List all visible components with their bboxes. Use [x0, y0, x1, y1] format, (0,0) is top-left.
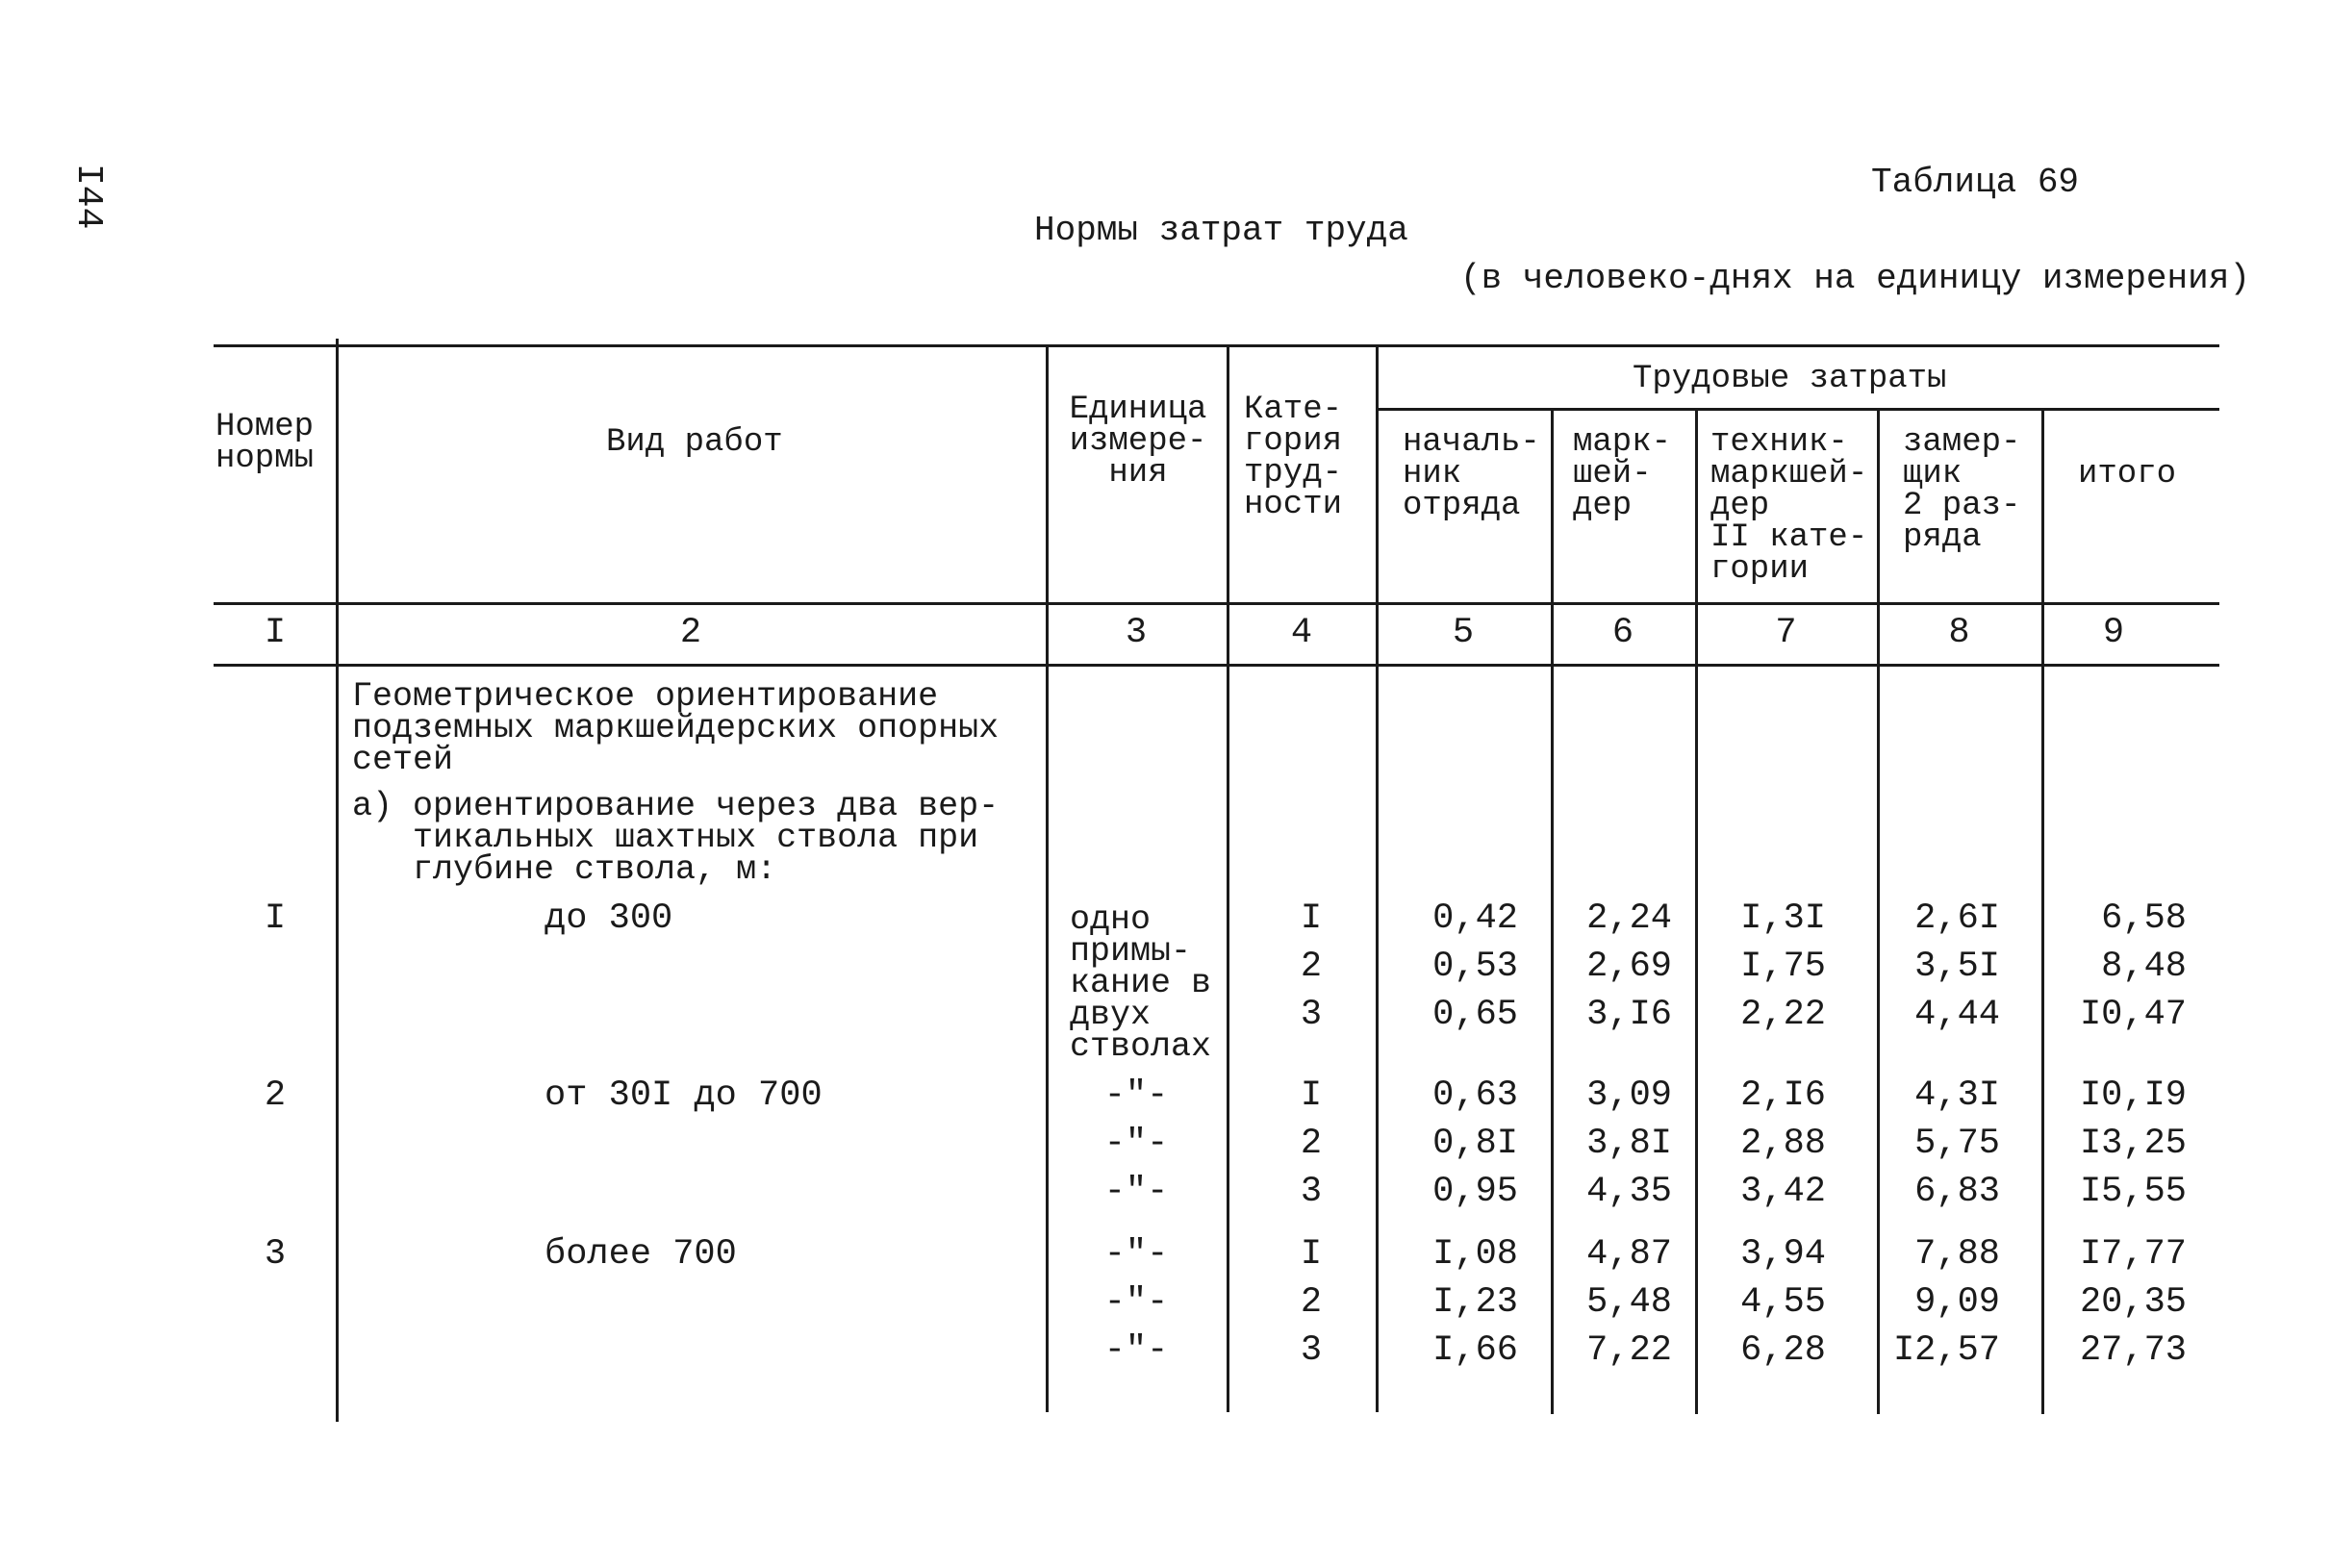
- norm-2-r1-v7: 2,I6: [1740, 1075, 1826, 1116]
- header-total: итого: [2078, 456, 2177, 493]
- norm-3-unit-3: -"-: [1103, 1330, 1169, 1371]
- norm-3-r1-v8: 7,88: [1914, 1234, 2000, 1275]
- header-measurer: замер- щик 2 раз- ряда: [1903, 424, 2021, 556]
- page-number: I44: [67, 164, 109, 230]
- header-group-labor: Трудовые затраты: [1633, 361, 1947, 397]
- norm-2-unit-2: -"-: [1103, 1124, 1169, 1164]
- norm-3-r3-v5: I,66: [1432, 1330, 1518, 1371]
- norm-3-r1-v6: 4,87: [1586, 1234, 1672, 1275]
- norm-1-r2-v7: I,75: [1740, 947, 1826, 987]
- colnum-bottom-rule: [214, 664, 2219, 667]
- norm-2-depth: от 30I до 700: [545, 1075, 823, 1116]
- header-category: Кате- гория труд- ности: [1244, 392, 1343, 523]
- norm-1-r3-v7: 2,22: [1740, 995, 1826, 1035]
- norm-1-r1-v9: 6,58: [2101, 898, 2187, 939]
- colnum-7: 7: [1775, 613, 1797, 653]
- norm-3-depth: более 700: [545, 1234, 737, 1275]
- norm-1-r2-v5: 0,53: [1432, 947, 1518, 987]
- norm-2-r2-v7: 2,88: [1740, 1124, 1826, 1164]
- colnum-5: 5: [1452, 613, 1475, 653]
- colnum-1: I: [264, 613, 287, 653]
- norm-3-cat-1: I: [1300, 1234, 1323, 1275]
- group-under-rule: [1378, 408, 2219, 411]
- norm-3-r3-v8: I2,57: [1892, 1330, 2000, 1371]
- norm-1-r2-v9: 8,48: [2101, 947, 2187, 987]
- norm-3-r2-v8: 9,09: [1914, 1282, 2000, 1323]
- norm-3-r1-v5: I,08: [1432, 1234, 1518, 1275]
- norm-2-r3-v9: I5,55: [2079, 1172, 2187, 1212]
- norm-2-r3-v6: 4,35: [1586, 1172, 1672, 1212]
- norm-1-number: I: [264, 898, 287, 939]
- table-label: Таблица 69: [1871, 163, 2080, 202]
- norm-2-r3-v7: 3,42: [1740, 1172, 1826, 1212]
- norm-3-r2-v7: 4,55: [1740, 1282, 1826, 1323]
- norm-2-r3-v5: 0,95: [1432, 1172, 1518, 1212]
- norm-1-unit: одно примы- кание в двух стволах: [1070, 900, 1212, 1066]
- colnum-6: 6: [1611, 613, 1634, 653]
- norm-1-r3-v8: 4,44: [1914, 995, 2000, 1035]
- norm-1-r3-v5: 0,65: [1432, 995, 1518, 1035]
- norm-3-cat-2: 2: [1300, 1282, 1323, 1323]
- norm-1-r1-v6: 2,24: [1586, 898, 1672, 939]
- header-unit: Единица измере- ния: [1069, 392, 1207, 492]
- header-work-type: Вид работ: [606, 424, 783, 461]
- norm-1-cat-2: 2: [1300, 947, 1323, 987]
- norm-2-r2-v6: 3,8I: [1586, 1124, 1672, 1164]
- norm-3-number: 3: [264, 1234, 287, 1275]
- header-surveyor: марк- шей- дер: [1573, 424, 1672, 524]
- norm-2-r1-v8: 4,3I: [1914, 1075, 2000, 1116]
- section-subheading: а) ориентирование через два вер- тикальных шахтных ствола при глубине ствола, м:: [352, 787, 1000, 889]
- norm-2-r1-v9: I0,I9: [2079, 1075, 2187, 1116]
- norm-2-cat-3: 3: [1300, 1172, 1323, 1212]
- norm-2-cat-1: I: [1300, 1075, 1323, 1116]
- norm-3-r3-v9: 27,73: [2079, 1330, 2187, 1371]
- unit-note: (в человеко-днях на единицу измерения): [1460, 259, 2250, 298]
- section-heading: Геометрическое ориентирование подземных маркшейдерских опорных сетей: [352, 677, 1000, 779]
- header-bottom-rule: [214, 602, 2219, 605]
- norm-3-r2-v9: 20,35: [2079, 1282, 2187, 1323]
- vrule-1: [336, 339, 339, 1422]
- norm-1-depth: до 300: [545, 898, 673, 939]
- header-norm-number: Номер нормы: [215, 409, 315, 477]
- norm-3-r3-v6: 7,22: [1586, 1330, 1672, 1371]
- colnum-3: 3: [1125, 613, 1148, 653]
- header-chief: началь- ник отряда: [1403, 424, 1540, 524]
- colnum-9: 9: [2102, 613, 2125, 653]
- norm-2-r2-v5: 0,8I: [1432, 1124, 1518, 1164]
- norm-2-r1-v5: 0,63: [1432, 1075, 1518, 1116]
- colnum-4: 4: [1290, 613, 1313, 653]
- norm-1-cat-1: I: [1300, 898, 1323, 939]
- norm-2-r1-v6: 3,09: [1586, 1075, 1672, 1116]
- table-top-rule: [214, 344, 2219, 347]
- norm-1-r2-v6: 2,69: [1586, 947, 1672, 987]
- norm-1-r3-v9: I0,47: [2079, 995, 2187, 1035]
- norm-1-r2-v8: 3,5I: [1914, 947, 2000, 987]
- norm-2-r2-v9: I3,25: [2079, 1124, 2187, 1164]
- norm-3-cat-3: 3: [1300, 1330, 1323, 1371]
- norm-3-r1-v9: I7,77: [2079, 1234, 2187, 1275]
- norm-3-r2-v6: 5,48: [1586, 1282, 1672, 1323]
- norm-2-unit-3: -"-: [1103, 1172, 1169, 1212]
- norm-1-r1-v7: I,3I: [1740, 898, 1826, 939]
- norm-1-r1-v5: 0,42: [1432, 898, 1518, 939]
- norm-3-r2-v5: I,23: [1432, 1282, 1518, 1323]
- norm-1-r1-v8: 2,6I: [1914, 898, 2000, 939]
- norm-3-r1-v7: 3,94: [1740, 1234, 1826, 1275]
- colnum-8: 8: [1948, 613, 1970, 653]
- header-technician: техник- маркшей- дер II кате- гории: [1710, 424, 1868, 588]
- norm-3-r3-v7: 6,28: [1740, 1330, 1826, 1371]
- norm-2-cat-2: 2: [1300, 1124, 1323, 1164]
- norm-2-number: 2: [264, 1075, 287, 1116]
- norm-2-r3-v8: 6,83: [1914, 1172, 2000, 1212]
- table-title: Нормы затрат труда: [1034, 211, 1408, 250]
- colnum-2: 2: [679, 613, 702, 653]
- norm-3-unit-1: -"-: [1103, 1234, 1169, 1275]
- norm-2-r2-v8: 5,75: [1914, 1124, 2000, 1164]
- norm-1-cat-3: 3: [1300, 995, 1323, 1035]
- norm-3-unit-2: -"-: [1103, 1282, 1169, 1323]
- norm-2-unit-1: -"-: [1103, 1075, 1169, 1116]
- norm-1-r3-v6: 3,I6: [1586, 995, 1672, 1035]
